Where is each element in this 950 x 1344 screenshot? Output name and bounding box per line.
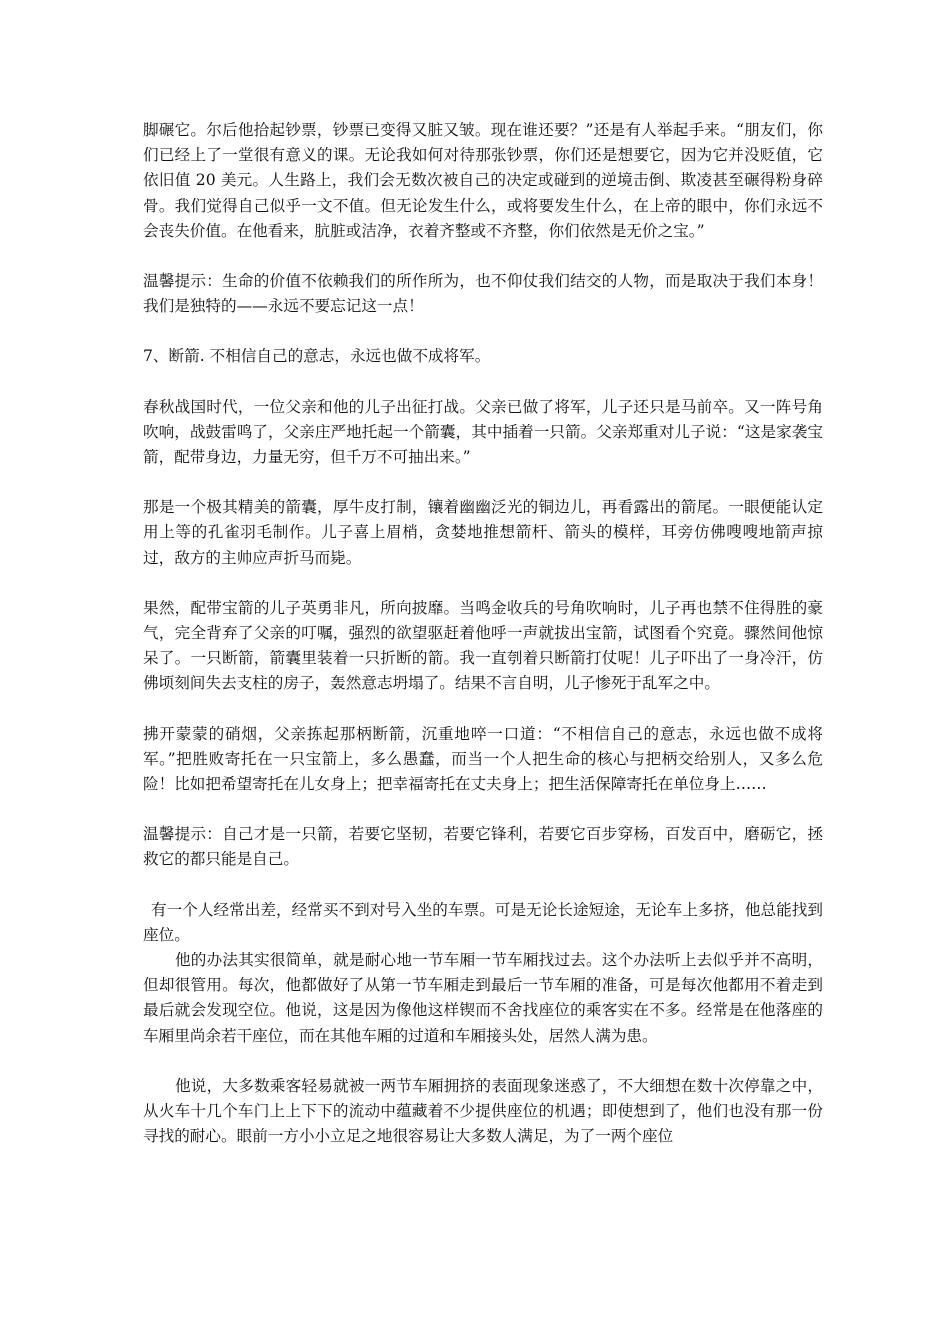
paragraph-train-seat-intro: 有一个人经常出差，经常买不到对号入坐的车票。可是无论长途短途，无论车上多挤，他总能找到座位。 — [143, 900, 823, 944]
paragraph-story-intro: 春秋战国时代，一位父亲和他的儿子出征打战。父亲已做了将军，儿子还只是马前卒。又一阵号角吹响，战鼓雷鸣了，父亲庄严地托起一个箭囊，其中插着一只箭。父亲郑重对儿子说：“这是家袭宝箭，配带身边，力量无穷，但千万不可抽出来。” — [143, 397, 823, 467]
paragraph-banknote-ending: 脚碾它。尔后他拾起钞票，钞票已变得又脏又皱。现在谁还要？”还是有人举起手来。“朋友们，你们已经上了一堂很有意义的课。无论我如何对待那张钞票，你们还是想要它，因为它并没贬值，它依旧值 20 美元。人生路上，我们会无数次被自己的决定或碰到的逆境击倒、欺凌甚至碾得粉身碎骨。我们觉得自己似乎一文不值。但无论发生什么，或将要发生什么，在上帝的眼中，你们永远不会丧失价值。在他看来，肮脏或洁净，衣着齐整或不齐整，你们依然是无价之宝。” — [143, 121, 823, 240]
paragraph-tip-value-of-life: 温馨提示：生命的价值不依赖我们的所作所为，也不仰仗我们结交的人物，而是取决于我们本身！我们是独特的——永远不要忘记这一点！ — [143, 272, 823, 316]
section-heading-broken-arrow: 7、断箭. 不相信自己的意志，永远也做不成将军。 — [143, 347, 491, 366]
paragraph-train-seat-reflection: 他说，大多数乘客轻易就被一两节车厢拥挤的表面现象迷惑了，不大细想在数十次停靠之中，从火车十几个车门上上下下的流动中蕴藏着不少提供座位的机遇；即使想到了，他们也没有那一份寻找的耐心。眼前一方小小立足之地很容易让大多数人满足，为了一两个座位 — [143, 1076, 823, 1146]
paragraph-train-seat-method: 他的办法其实很简单，就是耐心地一节车厢一节车厢找过去。这个办法听上去似乎并不高明，但却很管用。每次，他都做好了从第一节车厢走到最后一节车厢的准备，可是每次他都用不着走到最后就会发现空位。他说，这是因为像他这样锲而不舍找座位的乘客实在不多。经常是在他落座的车厢里尚余若干座位，而在其他车厢的过道和车厢接头处，居然人满为患。 — [143, 951, 823, 1045]
paragraph-quiver-description: 那是一个极其精美的箭囊，厚牛皮打制，镶着幽幽泛光的铜边儿，再看露出的箭尾。一眼便能认定用上等的孔雀羽毛制作。儿子喜上眉梢，贪婪地推想箭杆、箭头的模样，耳旁仿佛嗖嗖地箭声掠过，敌方的主帅应声折马而毙。 — [143, 498, 823, 567]
paragraph-son-in-battle: 果然，配带宝箭的儿子英勇非凡，所向披靡。当鸣金收兵的号角吹响时，儿子再也禁不住得胜的豪气，完全背弃了父亲的叮嘱，强烈的欲望驱赶着他呼一声就拔出宝箭，试图看个究竟。骤然间他惊呆了。一只断箭，箭囊里装着一只折断的箭。我一直刳着只断箭打仗呢！儿子吓出了一身冷汗，仿佛顷刻间失去支柱的房子，轰然意志坍塌了。结果不言自明，儿子惨死于乱军之中。 — [143, 598, 823, 693]
paragraph-father-lesson: 拂开蒙蒙的硝烟，父亲拣起那柄断箭，沉重地啐一口道：“不相信自己的意志，永远也做不成将军。”把胜败寄托在一只宝箭上，多么愚蠢，而当一个人把生命的核心与把柄交给别人，又多么危险！比如把希望寄托在儿女身上；把幸福寄托在丈夫身上；把生活保障寄托在单位身上…… — [143, 724, 823, 794]
document-page — [143, 118, 823, 1150]
paragraph-tip-self-arrow: 温馨提示：自己才是一只箭，若要它坚韧，若要它锋利，若要它百步穿杨，百发百中，磨砺它，拯救它的都只能是自己。 — [143, 825, 823, 869]
